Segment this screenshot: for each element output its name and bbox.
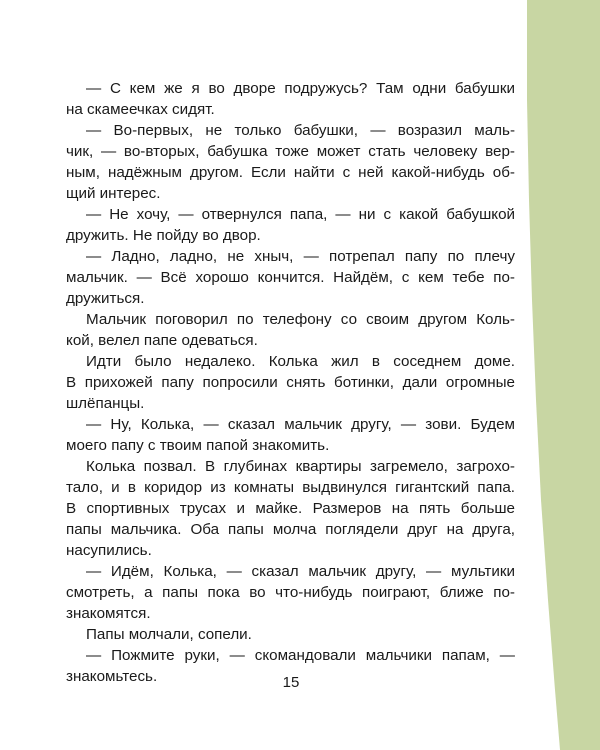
paragraph	[66, 246, 515, 309]
paragraph	[66, 456, 515, 561]
page-text	[66, 78, 515, 687]
paragraph	[66, 351, 515, 414]
text-line: на скамеечках сидят.	[66, 101, 215, 118]
paragraph	[66, 204, 515, 246]
page-number: 15	[282, 674, 300, 691]
text-line: смотреть, а папы пока во что-нибудь поиграют, ближе по-	[66, 584, 515, 601]
text-line: Мальчик поговорил по телефону со своим другом Коль-	[86, 311, 515, 328]
text-line: знакомятся.	[66, 605, 151, 622]
text-line: дружить. Не пойду во двор.	[66, 227, 261, 244]
paragraph	[66, 120, 515, 204]
text-line: В спортивных трусах и майке. Размеров на пять больше	[66, 500, 515, 517]
paragraph	[66, 561, 515, 624]
text-line: Идти было недалеко. Колька жил в соседнем доме.	[86, 353, 515, 370]
text-line: щий интерес.	[66, 185, 161, 202]
text-line: — Пожмите руки, — скомандовали мальчики папам, —	[86, 647, 515, 664]
paragraph	[66, 624, 515, 645]
text-line: дружиться.	[66, 290, 145, 307]
text-line: знакомьтесь.	[66, 668, 158, 685]
text-line: — С кем же я во дворе подружусь? Там одни бабушки	[86, 80, 515, 97]
text-line: — Не хочу, — отвернулся папа, — ни с какой бабушкой	[86, 206, 515, 223]
text-line: — Идём, Колька, — сказал мальчик другу, — мультики	[86, 563, 515, 580]
text-line: мальчик. — Всё хорошо кончится. Найдём, с кем тебе по-	[66, 269, 515, 286]
green-band-shape	[527, 0, 600, 750]
paragraph	[66, 309, 515, 351]
text-line: — Ну, Колька, — сказал мальчик другу, — зови. Будем	[86, 416, 515, 433]
text-line: В прихожей папу попросили снять ботинки, дали огромные	[66, 374, 515, 391]
paragraph	[66, 78, 515, 120]
text-line: шлёпанцы.	[66, 395, 145, 412]
text-line: — Во-первых, не только бабушки, — возразил маль-	[86, 122, 515, 139]
paragraph	[66, 414, 515, 456]
text-line: ным, надёжным другом. Если найти с ней какой-нибудь об-	[66, 164, 515, 181]
text-line: Папы молчали, сопели.	[86, 626, 252, 643]
text-line: — Ладно, ладно, не хныч, — потрепал папу по плечу	[86, 248, 515, 265]
text-line: тало, и в коридор из комнаты выдвинулся гигантский папа.	[66, 479, 515, 496]
text-line: Колька позвал. В глубинах квартиры загремело, загрохо-	[86, 458, 515, 475]
text-line: чик, — во-вторых, бабушка тоже может стать человеку вер-	[66, 143, 515, 160]
text-line: насупились.	[66, 542, 152, 559]
text-line: моего папу с твоим папой знакомить.	[66, 437, 330, 454]
text-line: кой, велел папе одеваться.	[66, 332, 258, 349]
text-line: папы мальчика. Оба папы молча поглядели друг на друга,	[66, 521, 515, 538]
